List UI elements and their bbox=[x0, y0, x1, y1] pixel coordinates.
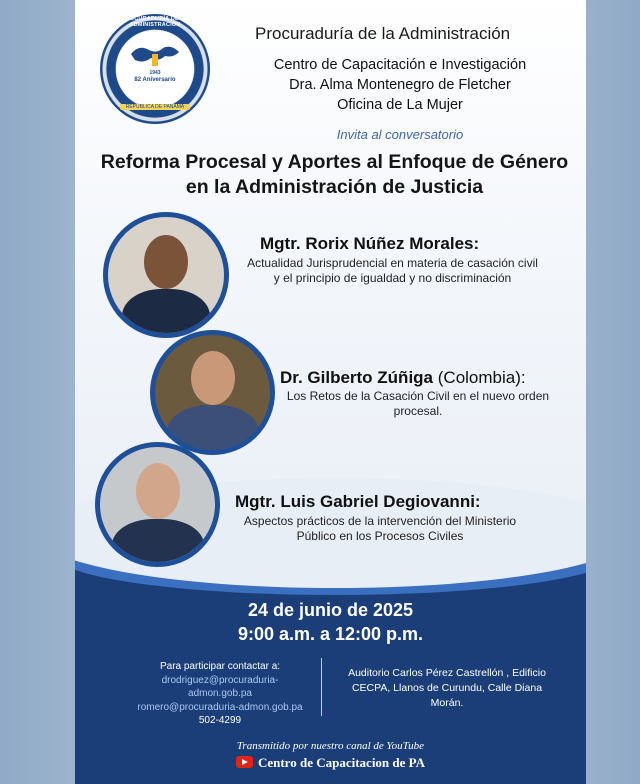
event-schedule bbox=[75, 598, 586, 646]
speaker-name-2 bbox=[280, 368, 526, 388]
event-date: 24 de junio de 2025 bbox=[247, 600, 414, 620]
speaker-photo-3 bbox=[95, 442, 220, 567]
youtube-icon bbox=[236, 756, 253, 768]
divider bbox=[321, 658, 322, 716]
seal-arc-text: PROCURADURÍA DE LA ADMINISTRACIÓN bbox=[121, 16, 189, 28]
speaker-photo-2 bbox=[150, 330, 275, 455]
seal-year: 1943 bbox=[149, 70, 161, 76]
panama-map-icon bbox=[129, 40, 181, 70]
speaker-topic-1: Actualidad Jurisprudencial en materia de casación civil y el principio de igualdad y no discriminación bbox=[247, 256, 538, 285]
contact-email-2[interactable]: romero@procuraduria-admon.gob.pa bbox=[137, 701, 303, 713]
institution-seal-logo bbox=[100, 14, 210, 124]
contact-email-1[interactable]: drodriguez@procuraduria-admon.gob.pa bbox=[161, 674, 279, 699]
organization-title: Procuraduría de la Administración bbox=[255, 24, 511, 43]
contact-block bbox=[130, 660, 310, 728]
event-title: Reforma Procesal y Aportes al Enfoque de Género en la Administración de Justicia bbox=[100, 151, 569, 198]
seal-anniversary: 82 Aniversario bbox=[134, 77, 176, 83]
youtube-channel[interactable] bbox=[75, 755, 586, 771]
stream-note: Transmitido por nuestro canal de YouTube bbox=[236, 740, 425, 752]
speaker-name-2-text: Dr. Gilberto Zúñiga bbox=[280, 368, 434, 387]
speaker-photo-1 bbox=[103, 212, 229, 338]
speaker-name-3: Mgtr. Luis Gabriel Degiovanni: bbox=[235, 492, 481, 511]
speaker-name-1: Mgtr. Rorix Núñez Morales: bbox=[260, 234, 480, 253]
invite-text: Invita al conversatorio bbox=[336, 127, 464, 142]
seal-republic: REPÚBLICA DE PANAMÁ bbox=[120, 104, 190, 110]
event-location: Auditorio Carlos Pérez Castrellón , Edificio CECPA, Llanos de Curundu, Calle Diana Morán. bbox=[348, 667, 546, 709]
contact-phone: 502-4299 bbox=[198, 715, 242, 726]
center-line-1: Centro de Capacitación e Investigación bbox=[273, 57, 527, 73]
youtube-channel-name: Centro de Capacitacion de PA bbox=[257, 755, 426, 770]
speaker-topic-3: Aspectos prácticos de la intervención del Ministerio Público en los Procesos Civiles bbox=[243, 514, 517, 543]
event-time: 9:00 a.m. a 12:00 p.m. bbox=[237, 624, 424, 644]
center-line-2: Dra. Alma Montenegro de Fletcher bbox=[289, 77, 511, 93]
speaker-topic-2: Los Retos de la Casación Civil en el nuevo orden procesal. bbox=[286, 389, 550, 418]
center-line-3: Oficina de La Mujer bbox=[337, 97, 463, 113]
speaker-country-2: (Colombia): bbox=[437, 368, 526, 387]
event-poster bbox=[75, 0, 586, 784]
contact-label: Para participar contactar a: bbox=[159, 661, 281, 672]
